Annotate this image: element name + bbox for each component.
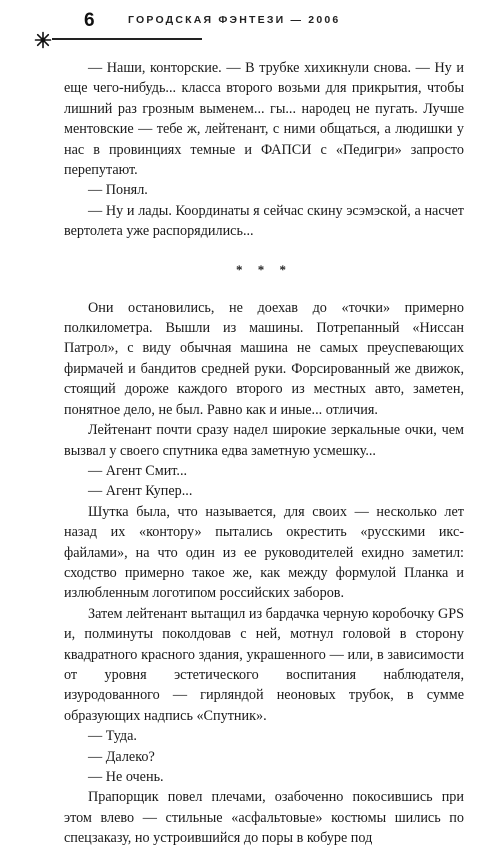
page-header [0,6,503,40]
paragraph: — Наши, конторские. — В трубке хихикнули снова. — Ну и еще чего-нибудь... класса второго возьми для прикрытия, чтобы лишний раз грозным выменем... гы... народец не пугать. Лучше ментовские — тебе ж, лейтенант, с ними общаться, а людишки у нас в провинциях темные и ФАПСИ с «Педигри» запросто перепутают. [64,60,464,179]
paragraph: Они остановились, не доехав до «точки» примерно полкилометра. Вышли из машины. Потрепанный «Ниссан Патрол», с виду обычная машина не самых преуспевающих фирмачей и бандитов средней руки. Форсированный же движок, стоящий дороже каждого второго из местных авто, заметен, понятное дело, не был. Равно как и иные... отличия. [64,299,464,418]
paragraph: — Агент Купер... [88,483,193,500]
paragraph: — Не очень. [88,769,164,785]
running-title: ГОРОДСКАЯ ФЭНТЕЗИ — 2006 [128,14,341,26]
paragraph: Шутка была, что называется, для своих — несколько лет назад их «контору» пытались окрестить «русскими икс-файлами», на что один из ее руководителей ехидно заметил: сходство примерно такое же, как между формулой Планка и излюбленным логотипом российских заборов. [64,503,464,602]
body-text [64,58,464,849]
star-ornament-icon [34,31,52,49]
paragraph: — Туда. [88,728,137,745]
paragraph: — Понял. [88,182,148,199]
page-number: 6 [84,10,95,31]
paragraph: — Агент Смит... [88,462,188,479]
paragraph: Прапорщик повел плечами, озабоченно покосившись при этом влево — стильные «асфальтовые» костюмы шились по спецзаказу, но устроившийся до поры в кобуре под [64,789,464,847]
paragraph: Лейтенант почти сразу надел широкие зеркальные очки, чем вызвал у своего спутника едва заметную усмешку... [64,422,464,459]
header-rule [52,38,202,40]
section-separator: * * * [236,261,292,277]
paragraph: — Далеко? [88,748,155,765]
paragraph: — Ну и лады. Координаты я сейчас скину эсэмэской, а насчет вертолета уже распорядились... [64,202,464,240]
paragraph: Затем лейтенант вытащил из бардачка черную коробочку GPS и, полминуты поколдовав с ней, мотнул головой в сторону квадратного красного здания, украшенного — или, в зависимости от уровня эстетического воспитания наблюдателя, изуродованного — гирляндой неоновых трубок, в сумме образующих надпись «Спутник». [64,605,464,724]
